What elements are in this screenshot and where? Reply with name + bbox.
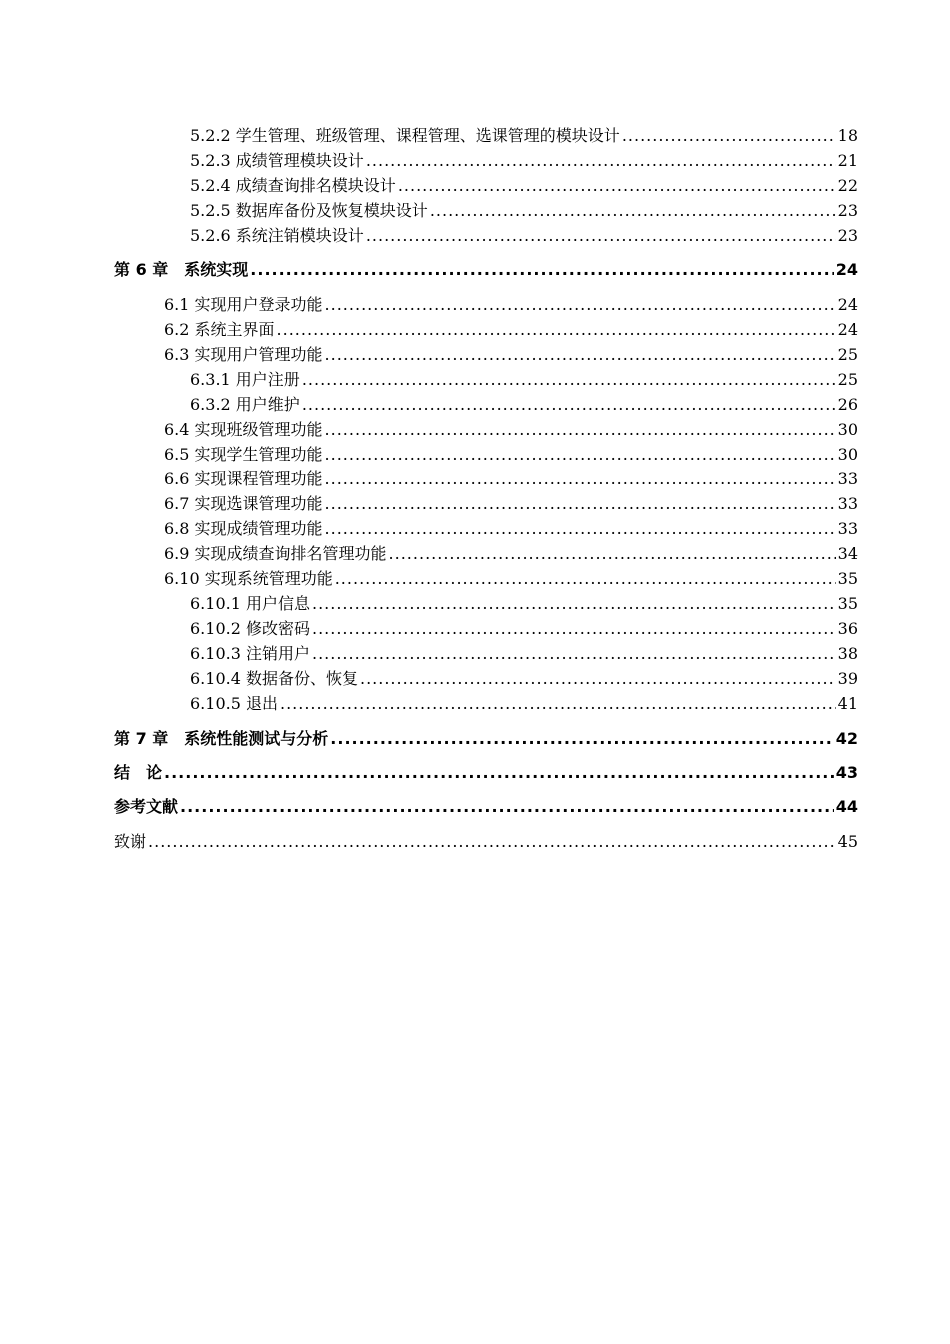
toc-entry-label: 6.3 实现用户管理功能 [164,345,323,364]
toc-entry-page: 39 [837,669,858,688]
toc-entry-page: 41 [837,694,858,713]
toc-dot-leader [325,294,836,316]
toc-entry-label: 5.2.4 成绩查询排名模块设计 [190,176,396,195]
toc-entry-6-10[interactable] [0,568,950,590]
toc-entry-label: 第 7 章 系统性能测试与分析 [114,729,329,748]
toc-dot-leader [325,493,836,515]
toc-dot-leader [280,693,836,715]
toc-entry-label: 6.10 实现系统管理功能 [164,569,333,588]
toc-dot-leader [302,369,836,391]
toc-dot-leader [164,762,834,784]
toc-entry-label: 致谢 [114,832,147,851]
toc-entry-label: 6.7 实现选课管理功能 [164,494,323,513]
toc-dot-leader [325,468,836,490]
toc-entry-label: 6.10.1 用户信息 [190,594,310,613]
toc-entry-page: 24 [837,295,858,314]
toc-entry-page: 25 [837,370,858,389]
toc-entry-page: 25 [837,345,858,364]
toc-entry-6-2[interactable] [0,319,950,341]
toc-entry-label: 6.5 实现学生管理功能 [164,445,323,464]
toc-dot-leader [366,225,836,247]
toc-entry-label: 结 论 [114,763,163,782]
toc-entry-label: 5.2.5 数据库备份及恢复模块设计 [190,201,428,220]
toc-entry-page: 36 [837,619,858,638]
toc-dot-leader [325,518,836,540]
toc-dot-leader [325,419,836,441]
toc-entry-5-2-5[interactable] [0,200,950,222]
toc-entry-6-6[interactable] [0,468,950,490]
toc-dot-leader [335,568,836,590]
toc-entry-page: 33 [837,494,858,513]
toc-conclusion[interactable] [0,762,950,784]
toc-entry-6-3-2[interactable] [0,394,950,416]
toc-acknowledgements[interactable] [0,831,950,853]
toc-entry-page: 33 [837,469,858,488]
toc-entry-label: 第 6 章 系统实现 [114,260,249,279]
toc-references[interactable] [0,796,950,818]
toc-entry-label: 6.10.3 注销用户 [190,644,310,663]
toc-entry-label: 6.10.2 修改密码 [190,619,310,638]
toc-entry-page: 38 [837,644,858,663]
toc-entry-6-1[interactable] [0,294,950,316]
toc-entry-6-10-3[interactable] [0,643,950,665]
toc-entry-label: 6.3.1 用户注册 [190,370,300,389]
toc-entry-label: 参考文献 [114,797,179,816]
toc-entry-page: 26 [837,395,858,414]
toc-entry-label: 6.3.2 用户维护 [190,395,300,414]
toc-entry-6-3-1[interactable] [0,369,950,391]
toc-entry-page: 24 [835,260,858,279]
toc-dot-leader [250,259,833,281]
toc-entry-5-2-6[interactable] [0,225,950,247]
toc-entry-label: 6.1 实现用户登录功能 [164,295,323,314]
toc-entry-page: 35 [837,569,858,588]
toc-dot-leader [312,593,836,615]
toc-entry-label: 5.2.6 系统注销模块设计 [190,226,364,245]
toc-entry-label: 6.9 实现成绩查询排名管理功能 [164,544,387,563]
toc-entry-page: 30 [837,445,858,464]
toc-dot-leader [148,831,836,853]
toc-entry-page: 44 [835,797,858,816]
toc-dot-leader [398,175,836,197]
toc-dot-leader [277,319,836,341]
toc-dot-leader [360,668,836,690]
toc-entry-page: 35 [837,594,858,613]
toc-dot-leader [312,618,836,640]
toc-entry-6-10-5[interactable] [0,693,950,715]
toc-entry-6-10-4[interactable] [0,668,950,690]
toc-entry-5-2-3[interactable] [0,150,950,172]
toc-entry-6-9[interactable] [0,543,950,565]
toc-entry-label: 6.2 系统主界面 [164,320,275,339]
toc-entry-page: 23 [837,226,858,245]
toc-entry-6-7[interactable] [0,493,950,515]
toc-dot-leader [312,643,836,665]
toc-entry-page: 33 [837,519,858,538]
toc-dot-leader [325,344,836,366]
toc-chapter-7[interactable] [0,728,950,750]
toc-dot-leader [180,796,834,818]
toc-entry-5-2-2[interactable] [0,125,950,147]
toc-entry-page: 45 [837,832,858,851]
toc-entry-label: 6.10.4 数据备份、恢复 [190,669,358,688]
toc-entry-page: 22 [837,176,858,195]
toc-entry-label: 6.4 实现班级管理功能 [164,420,323,439]
toc-entry-page: 34 [837,544,858,563]
toc-entry-6-4[interactable] [0,419,950,441]
toc-entry-label: 6.6 实现课程管理功能 [164,469,323,488]
toc-entry-6-5[interactable] [0,444,950,466]
toc-entry-6-10-2[interactable] [0,618,950,640]
toc-entry-label: 5.2.3 成绩管理模块设计 [190,151,364,170]
toc-entry-6-10-1[interactable] [0,593,950,615]
toc-entry-page: 21 [837,151,858,170]
toc-dot-leader [330,728,833,750]
toc-entry-page: 43 [835,763,858,782]
toc-entry-label: 6.8 实现成绩管理功能 [164,519,323,538]
toc-dot-leader [622,125,836,147]
toc-dot-leader [302,394,836,416]
toc-entry-page: 42 [835,729,858,748]
toc-entry-label: 6.10.5 退出 [190,694,278,713]
toc-entry-label: 5.2.2 学生管理、班级管理、课程管理、选课管理的模块设计 [190,126,620,145]
toc-entry-6-8[interactable] [0,518,950,540]
toc-dot-leader [430,200,836,222]
toc-entry-6-3[interactable] [0,344,950,366]
toc-entry-page: 23 [837,201,858,220]
toc-dot-leader [366,150,836,172]
toc-entry-page: 24 [837,320,858,339]
toc-chapter-6[interactable] [0,259,950,281]
toc-dot-leader [389,543,836,565]
toc-dot-leader [325,444,836,466]
toc-entry-5-2-4[interactable] [0,175,950,197]
toc-entry-page: 30 [837,420,858,439]
toc-entry-page: 18 [837,126,858,145]
